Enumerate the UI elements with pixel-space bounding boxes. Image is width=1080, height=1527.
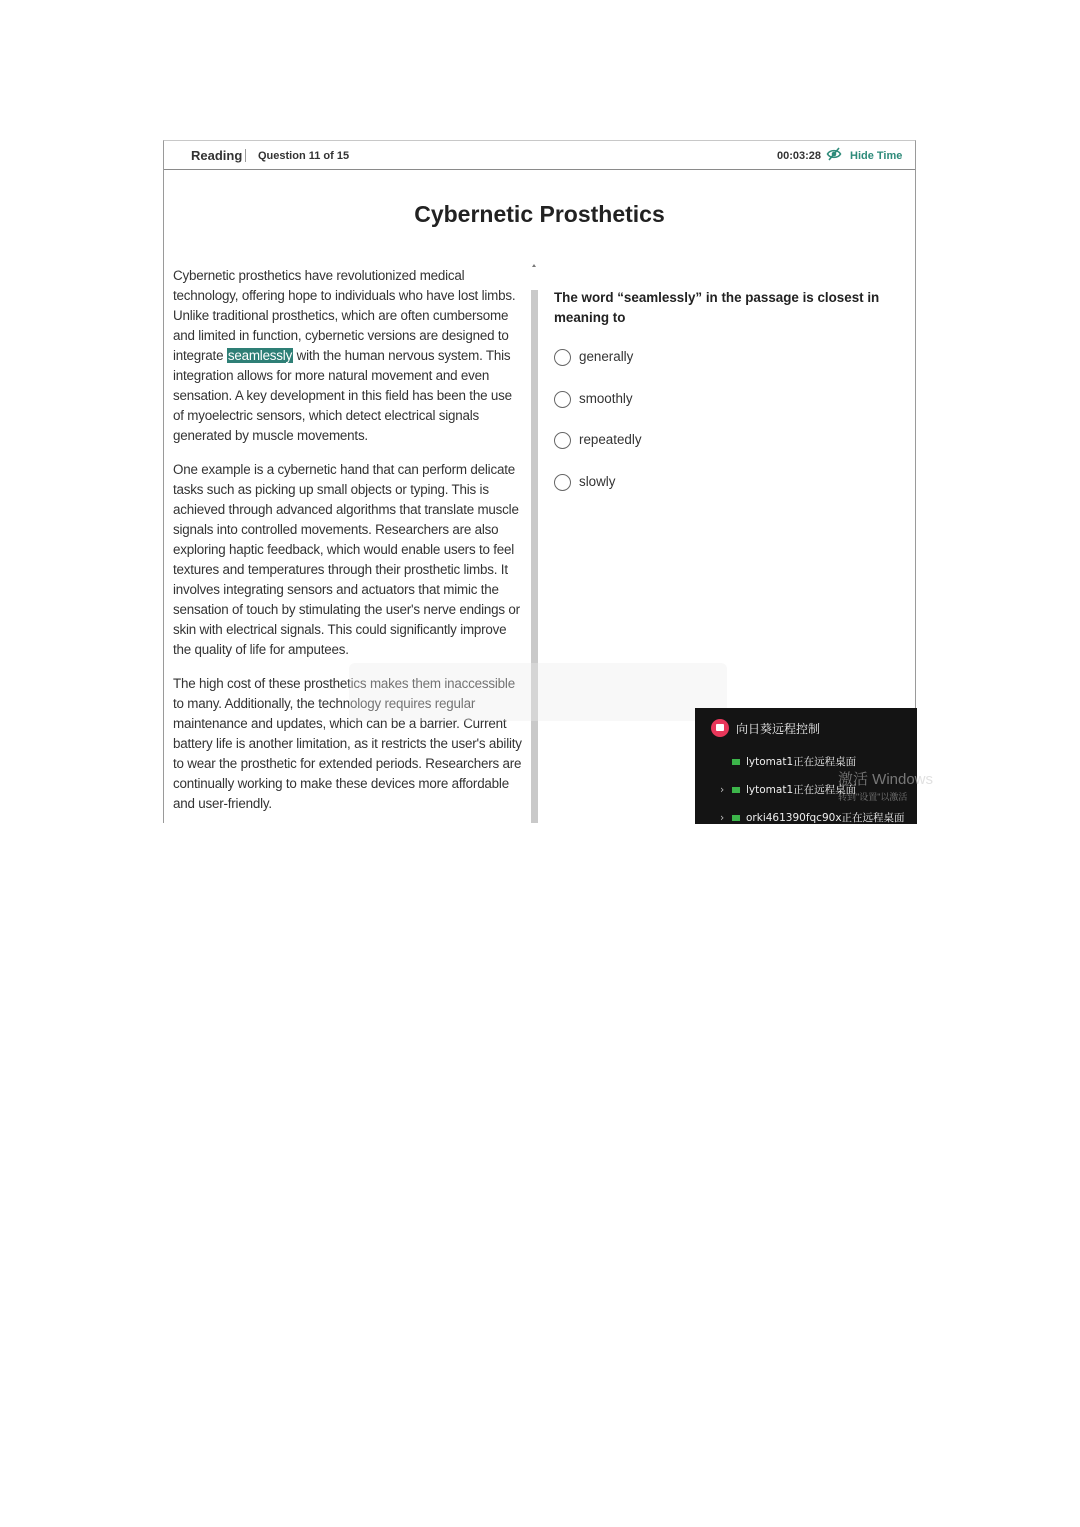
popup-title: 向日葵远程控制 bbox=[736, 722, 821, 736]
section-label: Reading bbox=[191, 148, 243, 163]
activation-watermark: 激活 Windows bbox=[838, 771, 934, 788]
session-row[interactable]: › lytomat1正在远程桌面 bbox=[720, 784, 857, 796]
radio-button[interactable] bbox=[554, 349, 571, 366]
option-label[interactable]: repeatedly bbox=[579, 432, 642, 447]
highlighted-word: seamlessly bbox=[227, 348, 293, 363]
question-prompt: The word “seamlessly” in the passage is closest in meaning to bbox=[554, 290, 880, 325]
activation-watermark-sub: 转到"设置"以激活 bbox=[838, 792, 908, 802]
session-row[interactable]: lytomat1正在远程桌面 bbox=[720, 754, 856, 769]
passage-text bbox=[173, 266, 523, 828]
faded-overlay bbox=[349, 663, 727, 721]
passage-paragraph-3: The high cost of these prosthetics makes them inaccessible to many. Additionally, the technology requires regular maintenance and updates, which can be a barrier. Current battery life is another limitation, as it restricts the user's ability to wear the prosthetic for extended periods. Researchers are continually working to make these devices more affordable and user-friendly. bbox=[173, 676, 522, 811]
chevron-right-icon[interactable]: › bbox=[720, 812, 725, 824]
question-counter: Question 11 of 15 bbox=[258, 150, 350, 162]
sunlogin-logo-icon bbox=[711, 719, 729, 737]
chevron-right-icon[interactable]: › bbox=[720, 784, 725, 796]
windows-icon bbox=[732, 815, 740, 821]
option-label[interactable]: smoothly bbox=[579, 391, 633, 406]
radio-button[interactable] bbox=[554, 391, 571, 408]
radio-button[interactable] bbox=[554, 474, 571, 491]
android-icon bbox=[732, 787, 740, 793]
passage-title: Cybernetic Prosthetics bbox=[414, 201, 665, 227]
top-bar bbox=[164, 141, 915, 170]
timer: 00:03:28 bbox=[777, 150, 822, 162]
remote-control-popup[interactable] bbox=[695, 708, 934, 824]
header-divider bbox=[245, 149, 246, 162]
option-label[interactable]: slowly bbox=[579, 474, 616, 489]
option-label[interactable]: generally bbox=[579, 349, 634, 364]
radio-button[interactable] bbox=[554, 432, 571, 449]
test-window bbox=[163, 140, 934, 824]
scroll-up-arrow-icon[interactable] bbox=[532, 264, 536, 267]
eye-slash-icon[interactable] bbox=[826, 146, 842, 162]
passage-scrollbar[interactable] bbox=[530, 262, 538, 823]
monitor-icon bbox=[732, 759, 740, 765]
session-row[interactable]: › orki461390fqc90x正在远程桌面 bbox=[720, 812, 905, 824]
scrollbar-thumb[interactable] bbox=[531, 290, 538, 823]
passage-paragraph-2: One example is a cybernetic hand that can perform delicate tasks such as picking up small objects or typing. This is achieved through advanced algorithms that translate muscle signals into controlled movements. Researchers are also exploring haptic feedback, which would enable users to feel textures and temperatures through their prosthetic limbs. It involves integrating sensors and actuators that mimic the sensation of touch by stimulating the user's nerve endings or skin with electrical signals. This could significantly improve the quality of life for amputees. bbox=[173, 462, 520, 657]
passage-paragraph-1: Cybernetic prosthetics have revolutionized medical technology, offering hope to individuals who have lost limbs. Unlike traditional prosthetics, which are often cumbersome and limited in function, cybernetic versions are designed to integrate seamlessly with the human nervous system. This integration allows for more natural movement and even sensation. A key development in this field has been the use of myoelectric sensors, which detect electrical signals generated by muscle movements. bbox=[173, 268, 516, 443]
hide-time-button[interactable]: Hide Time bbox=[850, 150, 903, 162]
